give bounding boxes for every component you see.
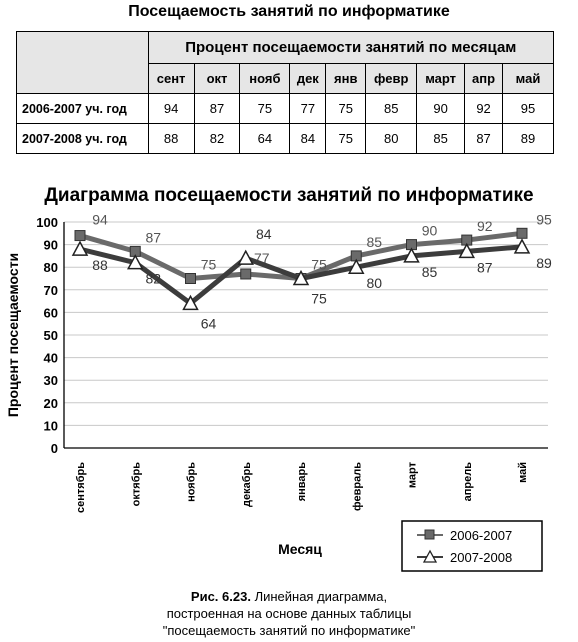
legend-marker-square <box>425 530 434 539</box>
y-tick-label: 10 <box>43 418 58 434</box>
data-label: 80 <box>366 275 383 292</box>
data-label: 75 <box>200 256 217 273</box>
data-label: 82 <box>145 270 162 287</box>
data-label: 87 <box>476 259 493 276</box>
data-point-square <box>186 274 196 284</box>
table-cell: 90 <box>417 94 465 124</box>
caption-line-2: построенная на основе данных таблицы <box>166 606 412 621</box>
data-label: 75 <box>311 290 327 307</box>
table-cell: 75 <box>326 124 366 154</box>
table-cell: 77 <box>290 94 326 124</box>
table-cell: 82 <box>194 124 240 154</box>
table-cell: 87 <box>465 124 503 154</box>
month-header-cell: окт <box>194 64 240 94</box>
data-label: 75 <box>311 256 327 273</box>
x-tick-label: октябрь <box>130 462 143 507</box>
x-tick-label: декабрь <box>240 462 253 507</box>
table-row <box>17 94 554 124</box>
table-cell: 84 <box>290 124 326 154</box>
y-tick-label: 0 <box>50 441 58 456</box>
data-label: 85 <box>366 233 383 250</box>
attendance-table <box>16 31 554 154</box>
caption-line-3: "посещаемость занятий по информатике" <box>162 623 416 638</box>
month-header-cell: апр <box>465 64 503 94</box>
y-axis-label: Процент посещаемости <box>5 252 21 418</box>
data-label: 89 <box>536 254 552 271</box>
y-tick-label: 90 <box>43 237 58 253</box>
table-cell: 92 <box>465 94 503 124</box>
data-label: 88 <box>92 257 108 274</box>
table-cell: 64 <box>240 124 290 154</box>
table-cell: 75 <box>326 94 366 124</box>
table-cell: 80 <box>366 124 417 154</box>
y-tick-label: 70 <box>43 282 58 298</box>
month-header-cell: февр <box>366 64 417 94</box>
table-header: Процент посещаемости занятий по месяцам <box>148 32 553 64</box>
legend-label: 2007-2008 <box>450 550 513 565</box>
y-tick-label: 50 <box>43 328 58 343</box>
data-point-square <box>241 269 251 279</box>
data-label: 84 <box>255 226 272 243</box>
y-tick-label: 100 <box>36 215 58 230</box>
month-header-cell: дек <box>290 64 326 94</box>
caption-line-1: Линейная диаграмма, <box>254 589 388 604</box>
table-title: Посещаемость занятий по информатике <box>128 3 450 20</box>
row-label: 2007-2008 уч. год <box>17 124 149 154</box>
data-point-square <box>75 231 85 241</box>
x-axis-label: Месяц <box>278 541 322 557</box>
legend-label: 2006-2007 <box>450 528 513 543</box>
data-label: 92 <box>476 218 493 235</box>
data-label: 95 <box>536 211 552 228</box>
table-cell: 95 <box>503 94 554 124</box>
table-corner-cell <box>17 32 149 94</box>
y-tick-label: 20 <box>43 395 58 411</box>
x-tick-label: сентябрь <box>75 462 87 513</box>
figure-caption <box>0 588 578 639</box>
month-header-cell: май <box>503 64 554 94</box>
table-cell: 85 <box>366 94 417 124</box>
x-tick-label: февраль <box>351 462 364 511</box>
month-header-cell: янв <box>326 64 366 94</box>
x-tick-label: апрель <box>461 462 474 502</box>
table-cell: 75 <box>240 94 290 124</box>
row-label: 2006-2007 уч. год <box>17 94 149 124</box>
x-tick-label: май <box>517 462 529 483</box>
table-cell: 88 <box>148 124 194 154</box>
data-label: 85 <box>421 263 438 280</box>
month-header-cell: нояб <box>240 64 290 94</box>
data-label: 87 <box>145 229 162 246</box>
chart-title: Диаграмма посещаемости занятий по информатике <box>44 185 534 206</box>
data-label: 94 <box>92 211 108 228</box>
y-tick-label: 30 <box>43 373 58 389</box>
data-point-square <box>517 228 527 238</box>
month-header-cell: март <box>417 64 465 94</box>
line-chart <box>0 178 578 588</box>
x-tick-label: ноябрь <box>185 462 198 502</box>
table-cell: 94 <box>148 94 194 124</box>
data-label: 90 <box>421 222 438 239</box>
caption-figure-number: Рис. 6.23. <box>190 589 251 604</box>
table-cell: 89 <box>503 124 554 154</box>
month-header-cell: сент <box>148 64 194 94</box>
y-tick-label: 40 <box>43 350 58 366</box>
table-cell: 87 <box>194 94 240 124</box>
data-label: 64 <box>200 315 217 332</box>
data-label: 77 <box>253 249 270 266</box>
x-tick-label: март <box>406 462 419 489</box>
table-row <box>17 124 554 154</box>
y-tick-label: 60 <box>43 305 58 321</box>
x-tick-label: январь <box>296 462 308 502</box>
table-cell: 85 <box>417 124 465 154</box>
y-tick-label: 80 <box>43 260 58 276</box>
